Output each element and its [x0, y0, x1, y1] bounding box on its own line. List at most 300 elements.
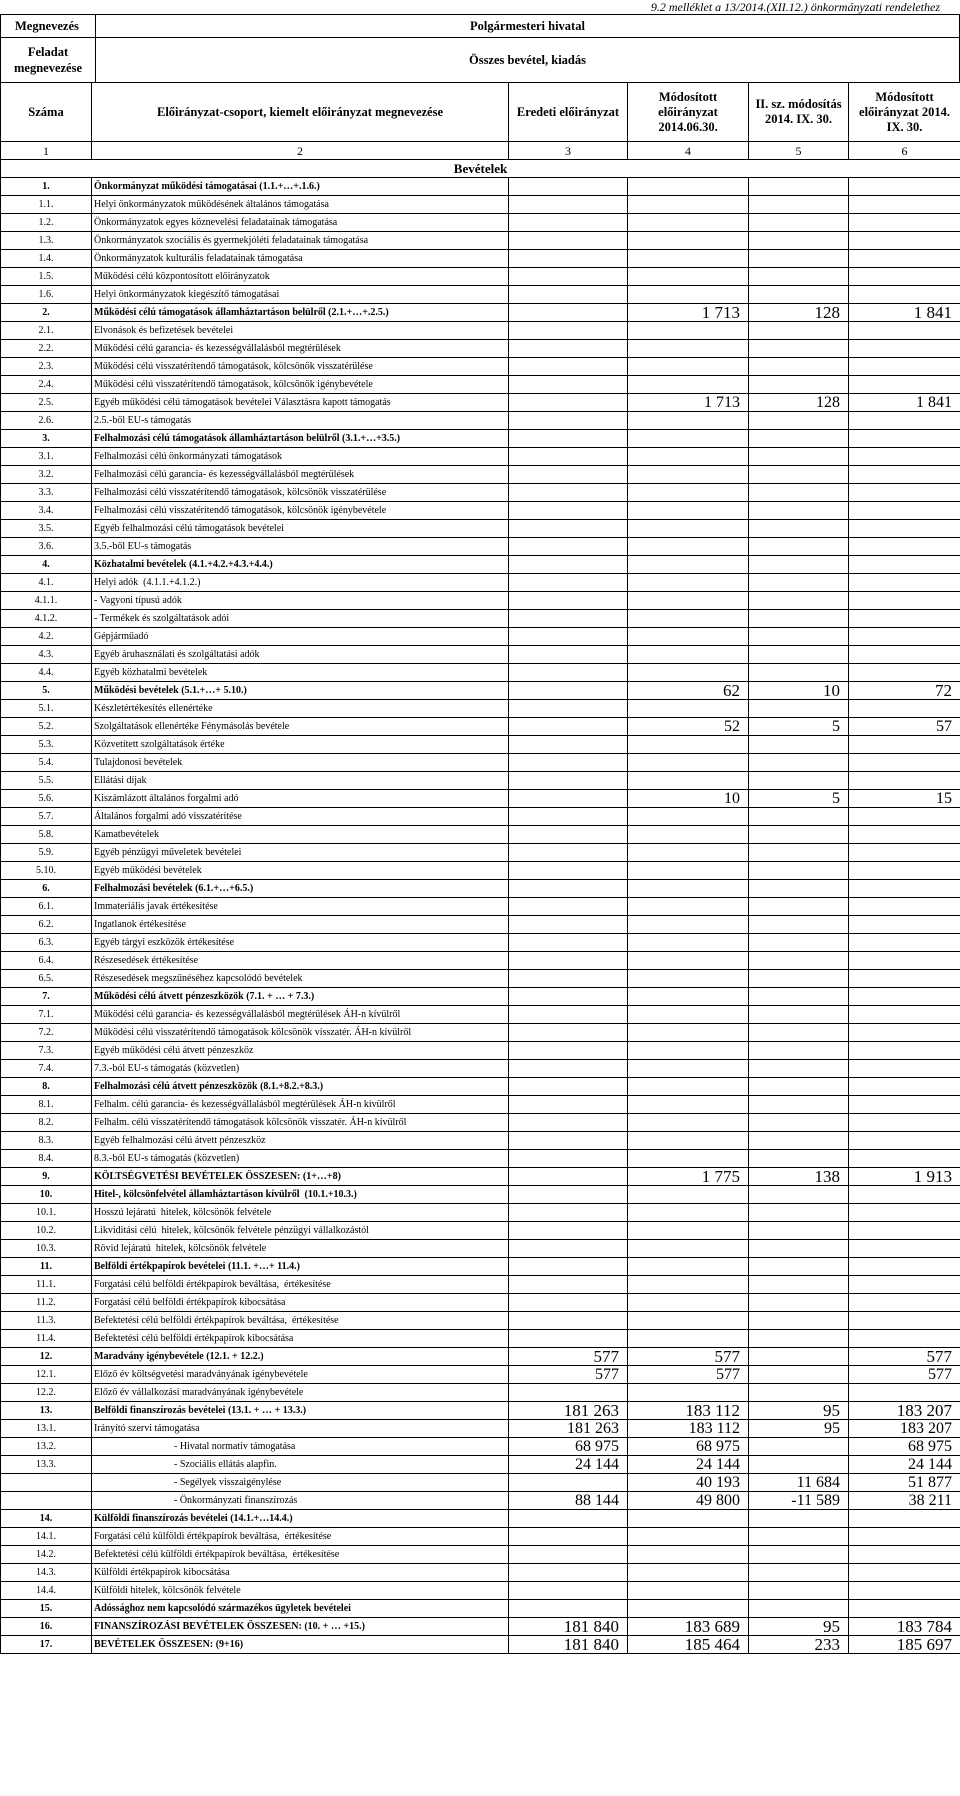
row-value: 233 [749, 1636, 849, 1654]
table-row [1, 1060, 960, 1078]
row-value [628, 574, 749, 592]
table-row [1, 1618, 960, 1636]
row-value: 185 697 [849, 1636, 960, 1654]
row-value [509, 1240, 628, 1258]
row-value: 183 689 [628, 1618, 749, 1636]
row-value [849, 1114, 960, 1132]
row-code: 3.5. [1, 520, 92, 538]
column-number-row [1, 142, 960, 160]
col-number: 1 [1, 142, 92, 160]
row-label: Külföldi finanszírozás bevételei (14.1.+…14.4.) [92, 1510, 509, 1528]
row-value [749, 1600, 849, 1618]
table-row [1, 214, 960, 232]
row-value: 1 841 [849, 394, 960, 412]
row-value [849, 574, 960, 592]
table-row [1, 826, 960, 844]
row-value [749, 376, 849, 394]
row-label: Készletértékesítés ellenértéke [92, 700, 509, 718]
header-task: Összes bevétel, kiadás [96, 38, 960, 83]
row-value [628, 862, 749, 880]
row-value [849, 1564, 960, 1582]
row-label: Belföldi finanszírozás bevételei (13.1. + … + 13.3.) [92, 1402, 509, 1420]
row-label: - Önkormányzati finanszírozás [92, 1492, 509, 1510]
row-label: Külföldi hitelek, kölcsönök felvétele [92, 1582, 509, 1600]
row-code: 4.3. [1, 646, 92, 664]
row-label: - Segélyek visszaigénylése [92, 1474, 509, 1492]
table-row [1, 1474, 960, 1492]
row-value [628, 196, 749, 214]
row-label: Immateriális javak értékesítése [92, 898, 509, 916]
row-value [628, 754, 749, 772]
row-value [749, 1258, 849, 1276]
row-code: 8.3. [1, 1132, 92, 1150]
row-value [509, 826, 628, 844]
row-value: 181 840 [509, 1636, 628, 1654]
row-value [509, 340, 628, 358]
row-value: 38 211 [849, 1492, 960, 1510]
row-label: Működési célú átvett pénzeszközök (7.1. + … + 7.3.) [92, 988, 509, 1006]
row-value [628, 538, 749, 556]
annex-reference: 9.2 melléklet a 13/2014.(XII.12.) önkormányzati rendelethez [650, 0, 940, 14]
row-value [628, 646, 749, 664]
row-value [509, 1150, 628, 1168]
row-value [509, 394, 628, 412]
row-value [749, 610, 849, 628]
row-value [509, 520, 628, 538]
row-label: 8.3.-ból EU-s támogatás (közvetlen) [92, 1150, 509, 1168]
row-value [749, 232, 849, 250]
row-label: Ellátási díjak [92, 772, 509, 790]
row-value [509, 1006, 628, 1024]
row-value [509, 1186, 628, 1204]
row-code: 13. [1, 1402, 92, 1420]
table-row [1, 646, 960, 664]
table-row [1, 1312, 960, 1330]
row-value [849, 1006, 960, 1024]
row-label: Kamatbevételek [92, 826, 509, 844]
row-value [509, 1168, 628, 1186]
row-code: 10.2. [1, 1222, 92, 1240]
row-code: 4.1. [1, 574, 92, 592]
row-value [509, 1276, 628, 1294]
row-value [628, 1258, 749, 1276]
row-value [749, 916, 849, 934]
row-value [628, 664, 749, 682]
row-value [749, 1042, 849, 1060]
row-value [749, 1294, 849, 1312]
row-value: 10 [749, 682, 849, 700]
row-value [849, 268, 960, 286]
row-label: Egyéb áruhasználati és szolgáltatási adók [92, 646, 509, 664]
row-code: 13.2. [1, 1438, 92, 1456]
row-code [1, 1492, 92, 1510]
row-code: 5. [1, 682, 92, 700]
row-code: 1.5. [1, 268, 92, 286]
row-value [509, 430, 628, 448]
row-value: 181 840 [509, 1618, 628, 1636]
row-value: 52 [628, 718, 749, 736]
table-row [1, 772, 960, 790]
row-code: 11.3. [1, 1312, 92, 1330]
row-value [628, 916, 749, 934]
table-row [1, 466, 960, 484]
row-value: 1 913 [849, 1168, 960, 1186]
row-code: 4.4. [1, 664, 92, 682]
row-value [849, 214, 960, 232]
row-value [849, 826, 960, 844]
row-value [749, 250, 849, 268]
row-value [849, 862, 960, 880]
row-label: Működési célú visszatérítendő támogatások, kölcsönök visszatérülése [92, 358, 509, 376]
row-value [628, 1114, 749, 1132]
table-row [1, 340, 960, 358]
row-value [509, 1474, 628, 1492]
row-value [628, 1132, 749, 1150]
row-value [849, 1330, 960, 1348]
table-row [1, 376, 960, 394]
row-value [628, 466, 749, 484]
row-value [628, 1060, 749, 1078]
row-value [849, 358, 960, 376]
row-value [849, 754, 960, 772]
table-row [1, 1222, 960, 1240]
table-row [1, 754, 960, 772]
row-value [509, 790, 628, 808]
row-value [628, 1006, 749, 1024]
row-value [849, 700, 960, 718]
row-label: Működési célú visszatérítendő támogatások kölcsönök visszatér. ÁH-n kívülről [92, 1024, 509, 1042]
row-code: 11. [1, 1258, 92, 1276]
row-value [509, 1564, 628, 1582]
row-value: 88 144 [509, 1492, 628, 1510]
row-label: Kiszámlázott általános forgalmi adó [92, 790, 509, 808]
row-value [509, 664, 628, 682]
row-code: 8.2. [1, 1114, 92, 1132]
row-value [749, 1024, 849, 1042]
row-label: Felhalmozási célú átvett pénzeszközök (8.1.+8.2.+8.3.) [92, 1078, 509, 1096]
row-value [849, 1312, 960, 1330]
row-value [749, 268, 849, 286]
row-value [749, 592, 849, 610]
row-code: 10.1. [1, 1204, 92, 1222]
table-row [1, 1330, 960, 1348]
row-value [849, 1222, 960, 1240]
row-code: 17. [1, 1636, 92, 1654]
row-value [509, 232, 628, 250]
row-value [849, 772, 960, 790]
row-value: 68 975 [628, 1438, 749, 1456]
row-code: 6.3. [1, 934, 92, 952]
row-value [628, 700, 749, 718]
row-value [628, 1078, 749, 1096]
col-header-modification-2: II. sz. módosítás 2014. IX. 30. [749, 83, 849, 142]
row-value: 183 207 [849, 1402, 960, 1420]
row-value: 51 877 [849, 1474, 960, 1492]
row-label: Egyéb működési célú támogatások bevételei Választásra kapott támogatás [92, 394, 509, 412]
table-row [1, 232, 960, 250]
table-row [1, 880, 960, 898]
table-row [1, 736, 960, 754]
row-value [628, 376, 749, 394]
row-value [509, 1222, 628, 1240]
row-value [849, 1600, 960, 1618]
row-value [749, 880, 849, 898]
row-value [509, 988, 628, 1006]
row-value: 577 [849, 1366, 960, 1384]
row-value [849, 484, 960, 502]
row-value [849, 556, 960, 574]
row-value [628, 934, 749, 952]
table-row [1, 286, 960, 304]
row-code: 13.3. [1, 1456, 92, 1474]
row-value [749, 628, 849, 646]
row-value [628, 358, 749, 376]
row-value [749, 736, 849, 754]
row-value [849, 520, 960, 538]
row-value: 62 [628, 682, 749, 700]
row-value [509, 1600, 628, 1618]
row-value [509, 1582, 628, 1600]
row-value [749, 1132, 849, 1150]
row-value: 10 [628, 790, 749, 808]
col-number: 6 [849, 142, 960, 160]
row-label: 2.5.-ből EU-s támogatás [92, 412, 509, 430]
row-code: 3.6. [1, 538, 92, 556]
row-value [749, 664, 849, 682]
row-code: 3.3. [1, 484, 92, 502]
row-value: 68 975 [849, 1438, 960, 1456]
row-value [849, 1150, 960, 1168]
row-value [509, 1312, 628, 1330]
table-row [1, 1258, 960, 1276]
table-row [1, 1564, 960, 1582]
row-label: - Termékek és szolgáltatások adói [92, 610, 509, 628]
row-value [509, 952, 628, 970]
row-code: 9. [1, 1168, 92, 1186]
row-value: 40 193 [628, 1474, 749, 1492]
row-value: 95 [749, 1402, 849, 1420]
row-code: 7. [1, 988, 92, 1006]
row-value [849, 592, 960, 610]
row-label: Egyéb tárgyi eszközök értékesítése [92, 934, 509, 952]
row-value [509, 1132, 628, 1150]
section-title: Bevételek [1, 160, 960, 178]
row-value [749, 1366, 849, 1384]
table-row [1, 1132, 960, 1150]
row-value [849, 988, 960, 1006]
row-value [628, 952, 749, 970]
row-value [849, 232, 960, 250]
row-value [849, 1546, 960, 1564]
row-value [509, 1114, 628, 1132]
row-value [749, 646, 849, 664]
row-value: 72 [849, 682, 960, 700]
row-value [628, 340, 749, 358]
row-value [509, 286, 628, 304]
row-value [509, 448, 628, 466]
row-value [849, 844, 960, 862]
table-row [1, 358, 960, 376]
table-row [1, 1384, 960, 1402]
row-label: Működési célú garancia- és kezességvállalásból megtérülések ÁH-n kívülről [92, 1006, 509, 1024]
row-value: 5 [749, 790, 849, 808]
row-code: 8.1. [1, 1096, 92, 1114]
row-value [509, 1546, 628, 1564]
row-label: Belföldi értékpapírok bevételei (11.1. +…+ 11.4.) [92, 1258, 509, 1276]
row-value [749, 214, 849, 232]
table-row [1, 1528, 960, 1546]
row-label: KÖLTSÉGVETÉSI BEVÉTELEK ÖSSZESEN: (1+…+8) [92, 1168, 509, 1186]
row-code: 6.2. [1, 916, 92, 934]
row-value [849, 340, 960, 358]
row-label: Forgatási célú külföldi értékpapírok beváltása, értékesítése [92, 1528, 509, 1546]
row-value: 183 112 [628, 1420, 749, 1438]
row-value [749, 1330, 849, 1348]
row-value [749, 700, 849, 718]
table-row [1, 1546, 960, 1564]
row-value [849, 376, 960, 394]
row-label: - Hivatal normatív támogatása [92, 1438, 509, 1456]
row-code: 14.3. [1, 1564, 92, 1582]
table-row [1, 664, 960, 682]
table-row [1, 574, 960, 592]
row-value [749, 934, 849, 952]
row-code: 11.4. [1, 1330, 92, 1348]
row-value: 577 [509, 1348, 628, 1366]
row-value [628, 520, 749, 538]
row-value [509, 646, 628, 664]
row-code: 4.1.1. [1, 592, 92, 610]
row-code: 3. [1, 430, 92, 448]
row-code: 5.6. [1, 790, 92, 808]
row-value [509, 682, 628, 700]
row-code: 7.1. [1, 1006, 92, 1024]
row-label: Egyéb működési célú átvett pénzeszköz [92, 1042, 509, 1060]
row-value [628, 808, 749, 826]
row-label: 3.5.-ből EU-s támogatás [92, 538, 509, 556]
table-row [1, 196, 960, 214]
table-row [1, 1510, 960, 1528]
row-code: 7.4. [1, 1060, 92, 1078]
table-row [1, 1492, 960, 1510]
row-value [628, 1600, 749, 1618]
row-value: 185 464 [628, 1636, 749, 1654]
row-label: Részesedések értékesítése [92, 952, 509, 970]
row-value [849, 322, 960, 340]
row-value [849, 628, 960, 646]
row-label: Hitel-, kölcsönfelvétel államháztartáson kívülről (10.1.+10.3.) [92, 1186, 509, 1204]
table-row [1, 1636, 960, 1654]
row-value [849, 1258, 960, 1276]
column-header-row [1, 83, 960, 142]
row-value [509, 700, 628, 718]
row-label: Hosszú lejáratú hitelek, kölcsönök felvétele [92, 1204, 509, 1222]
row-code: 5.10. [1, 862, 92, 880]
row-code: 10.3. [1, 1240, 92, 1258]
row-label: Befektetési célú külföldi értékpapírok beváltása, értékesítése [92, 1546, 509, 1564]
row-value [749, 1384, 849, 1402]
row-value [509, 484, 628, 502]
table-row [1, 1582, 960, 1600]
row-value [749, 556, 849, 574]
table-row [1, 430, 960, 448]
col-number: 4 [628, 142, 749, 160]
row-value [849, 430, 960, 448]
row-value [509, 772, 628, 790]
table-row [1, 1276, 960, 1294]
row-value [749, 862, 849, 880]
row-value [849, 412, 960, 430]
row-code: 16. [1, 1618, 92, 1636]
row-value [749, 1186, 849, 1204]
row-value [849, 970, 960, 988]
header-label-task: Feladat megnevezése [1, 38, 96, 83]
row-value: 183 207 [849, 1420, 960, 1438]
row-code: 6. [1, 880, 92, 898]
row-value [849, 736, 960, 754]
row-value [628, 1204, 749, 1222]
row-value: 1 713 [628, 304, 749, 322]
row-label: Működési célú támogatások államháztartáson belülről (2.1.+…+.2.5.) [92, 304, 509, 322]
row-code: 8.4. [1, 1150, 92, 1168]
table-row [1, 1420, 960, 1438]
row-value [628, 484, 749, 502]
row-value [628, 448, 749, 466]
row-value [509, 268, 628, 286]
row-value [509, 1078, 628, 1096]
row-code: 6.1. [1, 898, 92, 916]
row-value [849, 898, 960, 916]
row-value [628, 628, 749, 646]
row-code: 1. [1, 178, 92, 196]
table-row [1, 1024, 960, 1042]
table-row [1, 538, 960, 556]
row-label: Egyéb felhalmozási célú támogatások bevételei [92, 520, 509, 538]
row-value [509, 1528, 628, 1546]
row-value [628, 970, 749, 988]
table-row [1, 1204, 960, 1222]
row-label: Felhalm. célú visszatérítendő támogatások kölcsönök visszatér. ÁH-n kívülről [92, 1114, 509, 1132]
row-value [849, 538, 960, 556]
row-value: 577 [628, 1348, 749, 1366]
row-value: 128 [749, 394, 849, 412]
row-value [749, 430, 849, 448]
table-row [1, 898, 960, 916]
row-code: 14.1. [1, 1528, 92, 1546]
row-value [509, 628, 628, 646]
row-value [749, 466, 849, 484]
table-row [1, 610, 960, 628]
row-code: 1.3. [1, 232, 92, 250]
row-code: 1.1. [1, 196, 92, 214]
row-label: Egyéb felhalmozási célú átvett pénzeszköz [92, 1132, 509, 1150]
row-value [628, 250, 749, 268]
row-value [509, 736, 628, 754]
row-value [849, 934, 960, 952]
row-value [509, 1060, 628, 1078]
row-value [849, 1078, 960, 1096]
row-code: 3.1. [1, 448, 92, 466]
row-code: 6.5. [1, 970, 92, 988]
row-value [509, 610, 628, 628]
row-code: 2.1. [1, 322, 92, 340]
row-code: 11.2. [1, 1294, 92, 1312]
table-row [1, 1150, 960, 1168]
row-value [509, 1384, 628, 1402]
row-code: 4. [1, 556, 92, 574]
table-row [1, 304, 960, 322]
row-value [509, 358, 628, 376]
